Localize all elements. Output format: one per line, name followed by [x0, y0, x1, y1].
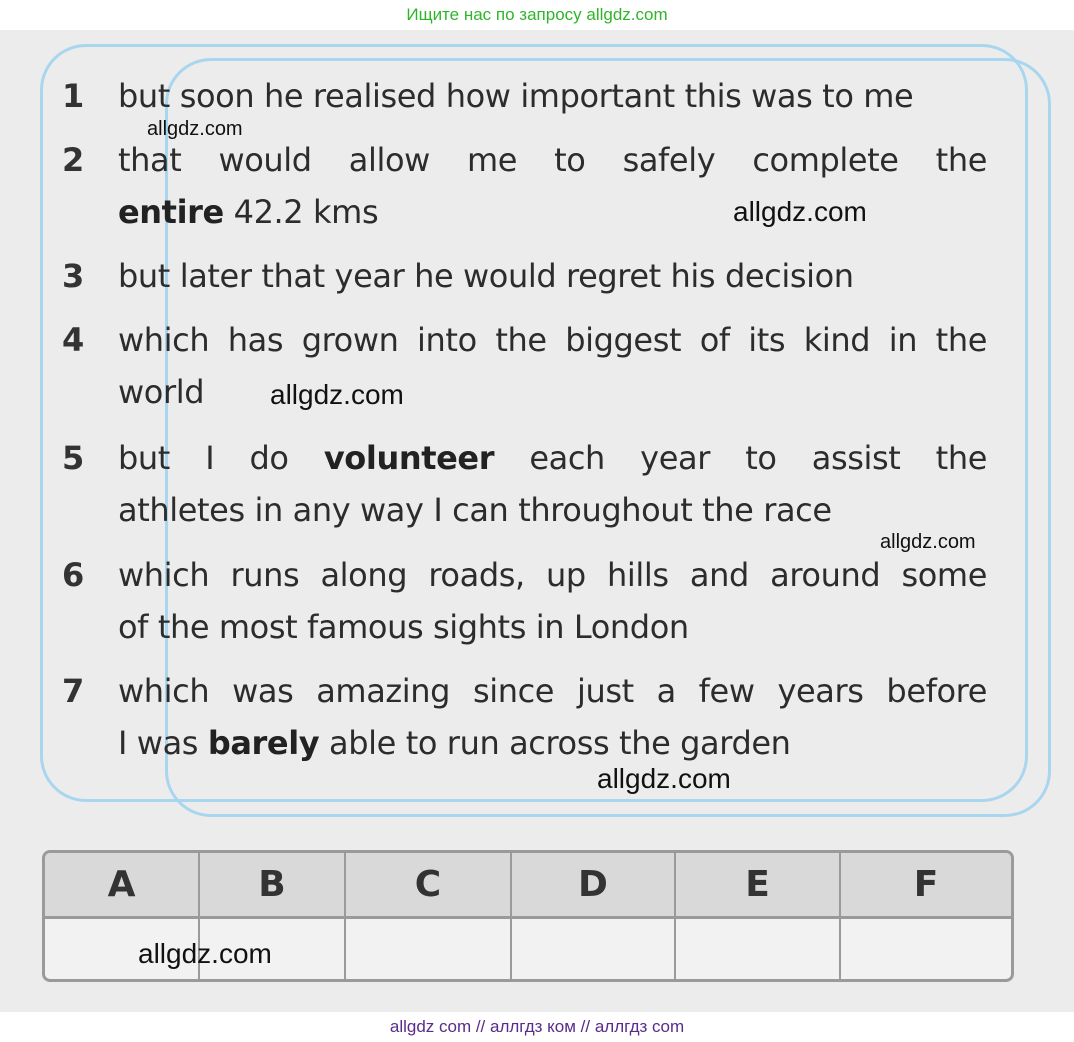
- column-header-f: F: [913, 864, 939, 905]
- item-number: 3: [62, 257, 84, 295]
- item-text: but soon he realised how important this was to me: [118, 77, 914, 115]
- item-text-pre: I was: [118, 724, 208, 762]
- footer-text: allgdz com // аллгдз ком // аллгдз com: [389, 1017, 685, 1036]
- watermark: allgdz.com: [138, 938, 272, 969]
- sentence-ending-7: [62, 665, 987, 769]
- bold-word: volunteer: [323, 439, 495, 477]
- item-number: 1: [62, 77, 84, 115]
- item-text-post: able to run across the garden: [319, 724, 791, 762]
- item-text-pre: but I do: [118, 439, 324, 477]
- bold-word: barely: [207, 724, 320, 762]
- watermark: allgdz.com: [880, 531, 976, 553]
- watermark: allgdz.com: [597, 763, 731, 794]
- bold-word: entire: [118, 193, 224, 231]
- item-number: 7: [62, 672, 84, 710]
- sentence-ending-6: [62, 549, 987, 653]
- column-header-d: D: [512, 853, 676, 916]
- sentence-ending-5: [62, 432, 987, 536]
- column-header-c: C: [346, 853, 512, 916]
- top-banner: Ищите нас по запросу allgdz.com: [406, 5, 668, 24]
- item-text: which has grown into the biggest of its kind in the: [118, 321, 987, 359]
- answer-cell-e[interactable]: [676, 919, 841, 979]
- item-text: that would allow me to safely complete the: [118, 141, 987, 179]
- item-text: which was amazing since just a few years before: [118, 672, 987, 710]
- item-number: 4: [62, 321, 84, 359]
- item-text-rest: 42.2 kms: [223, 193, 379, 231]
- item-text-line2: world: [118, 373, 205, 411]
- column-header-b: B: [200, 853, 346, 916]
- answer-cell-d[interactable]: [512, 919, 676, 979]
- sentence-ending-1: [62, 70, 987, 122]
- column-header-e: E: [676, 853, 841, 916]
- answer-cell-f[interactable]: [841, 919, 1011, 979]
- item-number: 6: [62, 556, 84, 594]
- answer-cell-c[interactable]: [346, 919, 512, 979]
- watermark: allgdz.com: [733, 196, 867, 227]
- item-text-line2: [62, 717, 987, 769]
- column-header-a: A: [45, 853, 200, 916]
- sentence-ending-4: [62, 314, 987, 418]
- item-text: [62, 432, 987, 484]
- watermark: allgdz.com: [147, 118, 243, 140]
- watermark: allgdz.com: [270, 379, 404, 410]
- item-number: 2: [62, 141, 84, 179]
- sentence-ending-3: [62, 250, 987, 302]
- item-text: which runs along roads, up hills and around some: [118, 556, 987, 594]
- item-text-line2: of the most famous sights in London: [118, 608, 689, 646]
- item-text-post: each year to assist the: [494, 439, 988, 477]
- item-text-line2: athletes in any way I can throughout the race: [118, 491, 832, 529]
- item-number: 5: [62, 439, 84, 477]
- item-text: but later that year he would regret his decision: [118, 257, 854, 295]
- answer-table-header: [45, 853, 1011, 919]
